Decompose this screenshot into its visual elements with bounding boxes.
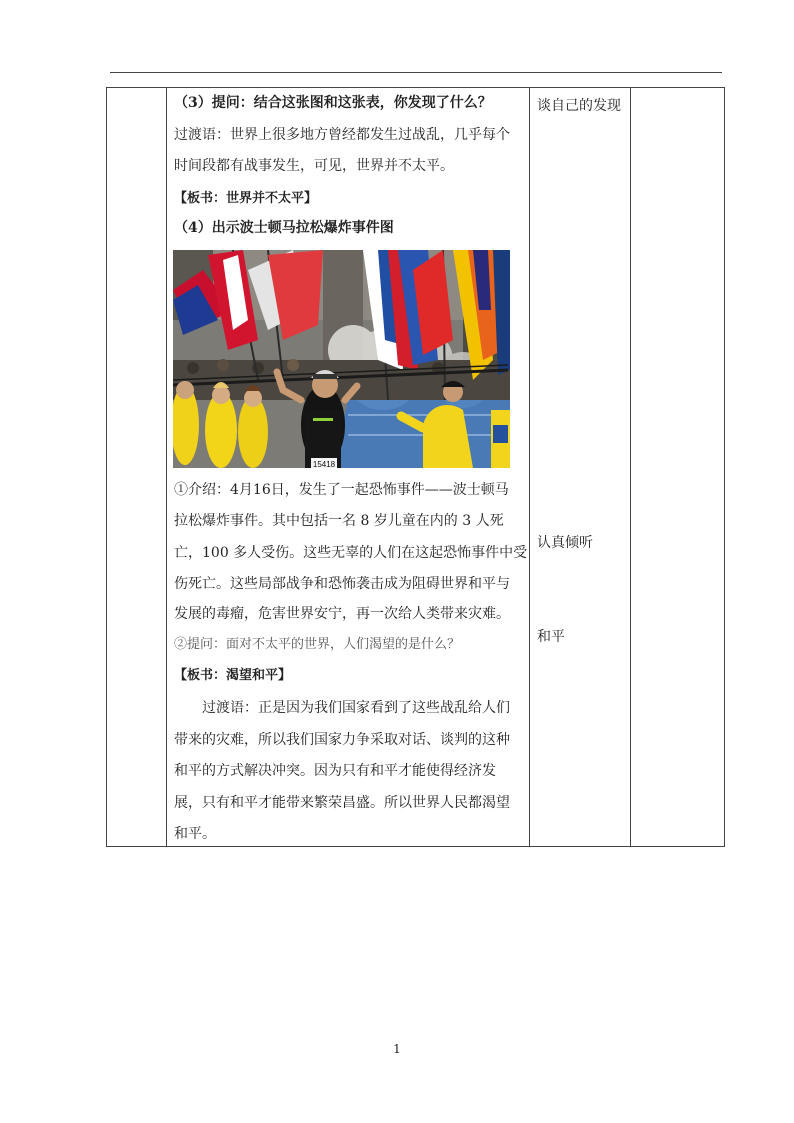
transition-line: 和平。 [174, 826, 216, 842]
transition-line: 时间段都有战事发生，可见，世界并不太平。 [174, 158, 454, 174]
intro-line: 发展的毒瘤，危害世界安宁，再一次给人类带来灾难。 [174, 606, 510, 622]
board-note: 【板书：渴望和平】 [174, 668, 292, 683]
transition-line: 过渡语：世界上很多地方曾经都发生过战乱，几乎每个 [174, 127, 510, 143]
transition-line: 过渡语：正是因为我们国家看到了这些战乱给人们 [202, 700, 510, 716]
intro-line: 拉松爆炸事件。其中包括一名 8 岁儿童在内的 3 人死 [174, 513, 504, 529]
header-rule [110, 72, 722, 73]
column-divider [529, 88, 530, 846]
boston-marathon-photo [173, 250, 510, 468]
intro-line: ①介绍：4月16日，发生了一起恐怖事件——波士顿马 [174, 482, 509, 498]
intro-line: 亡，100 多人受伤。这些无辜的人们在这起恐怖事件中受 [174, 545, 528, 561]
transition-line: 带来的灾难，所以我们国家力争采取对话、谈判的这种 [174, 732, 510, 748]
column-divider [630, 88, 631, 846]
question-4: （4）出示波士顿马拉松爆炸事件图 [174, 220, 394, 236]
transition-line: 和平的方式解决冲突。因为只有和平才能使得经济发 [174, 763, 496, 779]
intro-line: 伤死亡。这些局部战争和恐怖袭击成为阻碍世界和平与 [174, 576, 510, 592]
bib-number: 15418 [312, 460, 336, 468]
column-divider [166, 88, 167, 846]
student-activity: 谈自己的发现 [537, 98, 621, 114]
student-activity: 认真倾听 [537, 535, 593, 551]
board-note: 【板书：世界并不太平】 [174, 191, 318, 206]
question-3: （3）提问：结合这张图和这张表，你发现了什么？ [174, 95, 492, 111]
lesson-table [106, 87, 725, 847]
transition-line: 展，只有和平才能带来繁荣昌盛。所以世界人民都渴望 [174, 795, 510, 811]
student-activity: 和平 [537, 629, 565, 645]
page-number: 1 [393, 1042, 401, 1056]
question-2: ②提问：面对不太平的世界，人们渴望的是什么？ [174, 637, 461, 652]
